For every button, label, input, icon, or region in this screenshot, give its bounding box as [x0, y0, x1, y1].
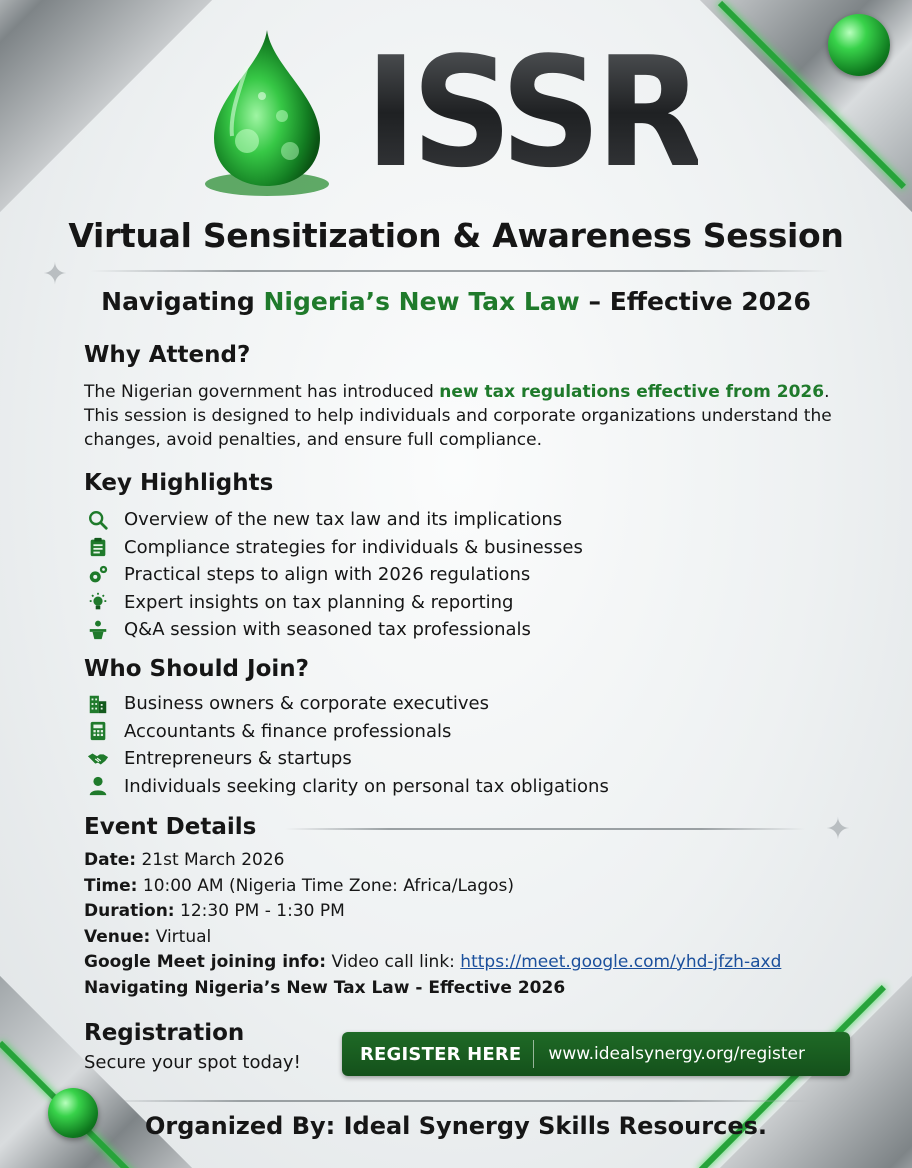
sparkle-icon: ✦ — [825, 812, 851, 847]
event-meet-info — [84, 950, 884, 976]
divider — [90, 270, 830, 272]
list-item — [84, 534, 844, 562]
duration-label: Duration: — [84, 901, 175, 921]
list-item-text: Practical steps to align with 2026 regulations — [124, 564, 531, 586]
register-button[interactable] — [342, 1032, 850, 1076]
why-text-after: . This session is designed to help individuals and corporate organizations understand the changes, avoid penalties, and ensure full compliance. — [84, 382, 832, 450]
meet-link[interactable]: https://meet.google.com/yhd-jfzh-axd — [460, 952, 782, 972]
date-label: Date: — [84, 850, 137, 870]
why-attend-text — [84, 380, 864, 452]
lightbulb-icon — [84, 591, 112, 613]
magnifier-icon — [84, 509, 112, 531]
divider — [100, 1100, 810, 1102]
event-details-heading: Event Details — [84, 814, 257, 840]
venue-value: Virtual — [150, 926, 212, 947]
subtitle-part: – Effective 2026 — [579, 287, 811, 316]
calculator-icon — [84, 720, 112, 742]
page-title: Virtual Sensitization & Awareness Session — [68, 216, 844, 255]
list-item — [84, 561, 844, 589]
venue-label: Venue: — [84, 926, 151, 947]
metal-corner-top-left — [0, 0, 212, 212]
green-orb-icon — [828, 14, 890, 76]
list-item-text: Q&A session with seasoned tax professionals — [124, 619, 531, 641]
registration-subtext: Secure your spot today! — [84, 1052, 301, 1073]
register-button-label: REGISTER HERE — [360, 1043, 522, 1065]
key-highlights-heading: Key Highlights — [84, 470, 274, 496]
gears-icon — [84, 564, 112, 586]
list-item-text: Accountants & finance professionals — [124, 720, 452, 742]
time-label: Time: — [84, 875, 138, 896]
who-should-join-heading: Who Should Join? — [84, 656, 309, 682]
footer-organizer: Organized By: Ideal Synergy Skills Resources. — [145, 1112, 767, 1140]
list-item-text: Expert insights on tax planning & reporting — [124, 591, 514, 613]
logo-text: ISSR — [365, 24, 698, 201]
list-item-text: Overview of the new tax law and its implications — [124, 509, 563, 531]
duration-value: 12:30 PM - 1:30 PM — [174, 901, 345, 921]
event-duration — [84, 899, 884, 925]
page-subtitle — [0, 287, 912, 316]
person-icon — [84, 775, 112, 797]
date-value: 21st March 2026 — [136, 850, 285, 870]
list-item — [84, 589, 844, 617]
who-should-join-list — [84, 690, 844, 800]
list-item — [84, 773, 844, 801]
register-button-url: www.idealsynergy.org/register — [548, 1044, 805, 1064]
list-item-text: Business owners & corporate executives — [124, 693, 490, 715]
green-droplet-icon — [202, 26, 332, 198]
list-item — [84, 506, 844, 534]
meet-label: Google Meet joining info: — [84, 952, 327, 972]
meet-title: Navigating Nigeria’s New Tax Law - Effective 2026 — [84, 977, 566, 998]
subtitle-part: Navigating — [101, 287, 264, 316]
event-venue — [84, 925, 884, 951]
why-text-highlight: new tax regulations effective from 2026 — [439, 382, 825, 402]
why-attend-heading: Why Attend? — [84, 342, 251, 368]
why-text-before: The Nigerian government has introduced — [84, 382, 440, 402]
list-item — [84, 616, 844, 644]
subtitle-highlight: Nigeria’s New Tax Law — [263, 287, 580, 316]
registration-heading: Registration — [84, 1020, 245, 1046]
sparkle-icon: ✦ — [42, 257, 68, 292]
list-item — [84, 718, 844, 746]
list-item — [84, 745, 844, 773]
list-item-text: Compliance strategies for individuals & businesses — [124, 536, 583, 558]
list-item — [84, 690, 844, 718]
handshake-icon — [84, 748, 112, 770]
time-value: 10:00 AM (Nigeria Time Zone: Africa/Lagos) — [137, 875, 515, 896]
event-time — [84, 874, 884, 900]
list-item-text: Individuals seeking clarity on personal tax obligations — [124, 775, 609, 797]
logo — [190, 18, 750, 201]
event-details — [84, 848, 884, 1001]
divider — [285, 828, 805, 830]
event-date — [84, 848, 884, 874]
clipboard-icon — [84, 536, 112, 558]
building-icon — [84, 693, 112, 715]
list-item-text: Entrepreneurs & startups — [124, 748, 352, 770]
key-highlights-list — [84, 506, 844, 644]
meet-prefix: Video call link: — [326, 952, 461, 972]
speaker-podium-icon — [84, 619, 112, 641]
